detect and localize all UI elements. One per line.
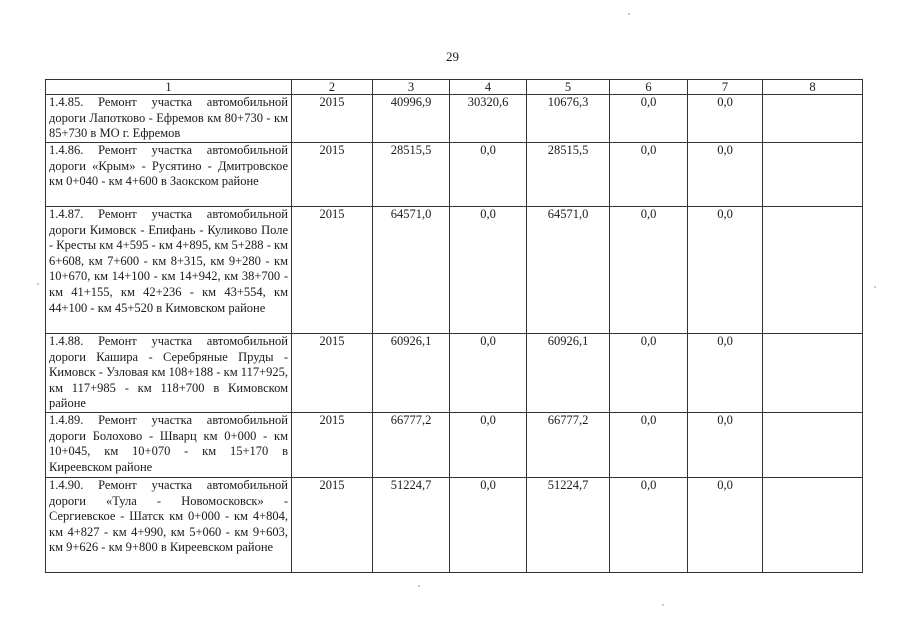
scan-speck — [662, 604, 664, 606]
column-header: 2 — [292, 80, 373, 95]
value-cell: 64571,0 — [527, 207, 610, 334]
empty-cell — [763, 207, 863, 334]
value-cell: 0,0 — [688, 207, 763, 334]
scan-speck — [628, 13, 630, 15]
year-cell: 2015 — [292, 477, 373, 572]
empty-cell — [763, 95, 863, 143]
value-cell: 0,0 — [610, 334, 688, 413]
value-cell: 0,0 — [688, 143, 763, 207]
budget-table — [45, 79, 863, 573]
year-cell: 2015 — [292, 412, 373, 477]
value-cell: 66777,2 — [527, 412, 610, 477]
value-cell: 40996,9 — [373, 95, 450, 143]
value-cell: 64571,0 — [373, 207, 450, 334]
value-cell: 0,0 — [688, 412, 763, 477]
road-repair-description: 1.4.85. Ремонт участка автомобильной дороги Лапотково - Ефремов км 80+730 - км 85+730 в МО г. Ефремов — [46, 95, 292, 143]
header-row — [46, 80, 863, 95]
empty-cell — [763, 412, 863, 477]
road-repair-description: 1.4.89. Ремонт участка автомобильной дороги Болохово - Шварц км 0+000 - км 10+045, км 10+070 - км 15+170 в Киреевском районе — [46, 412, 292, 477]
table-row — [46, 412, 863, 477]
value-cell: 0,0 — [688, 95, 763, 143]
value-cell: 0,0 — [450, 412, 527, 477]
year-cell: 2015 — [292, 207, 373, 334]
year-cell: 2015 — [292, 334, 373, 413]
value-cell: 0,0 — [610, 412, 688, 477]
table-row — [46, 334, 863, 413]
value-cell: 0,0 — [450, 334, 527, 413]
road-repair-description: 1.4.88. Ремонт участка автомобильной дороги Кашира - Серебряные Пруды - Кимовск - Узловая км 108+188 - км 117+925, км 117+985 - км 118+700 в Кимовском районе — [46, 334, 292, 413]
value-cell: 28515,5 — [527, 143, 610, 207]
empty-cell — [763, 143, 863, 207]
column-header: 8 — [763, 80, 863, 95]
column-header: 1 — [46, 80, 292, 95]
empty-cell — [763, 477, 863, 572]
table-row — [46, 207, 863, 334]
empty-cell — [763, 334, 863, 413]
value-cell: 60926,1 — [527, 334, 610, 413]
column-header: 7 — [688, 80, 763, 95]
scan-speck — [874, 286, 876, 288]
value-cell: 0,0 — [610, 207, 688, 334]
value-cell: 0,0 — [688, 477, 763, 572]
value-cell: 0,0 — [610, 95, 688, 143]
page-number: 29 — [446, 49, 459, 64]
year-cell: 2015 — [292, 143, 373, 207]
scan-speck — [418, 585, 420, 587]
value-cell: 0,0 — [450, 143, 527, 207]
scan-speck — [37, 283, 39, 285]
value-cell: 30320,6 — [450, 95, 527, 143]
value-cell: 66777,2 — [373, 412, 450, 477]
table-row — [46, 477, 863, 572]
column-header: 4 — [450, 80, 527, 95]
year-cell: 2015 — [292, 95, 373, 143]
value-cell: 0,0 — [450, 207, 527, 334]
road-repair-description: 1.4.90. Ремонт участка автомобильной дороги «Тула - Новомосковск» - Сергиевское - Шатск км 0+000 - км 4+804, км 4+827 - км 4+990, км 5+060 - км 9+603, км 9+626 - км 9+800 в Киреевском районе — [46, 477, 292, 572]
value-cell: 60926,1 — [373, 334, 450, 413]
value-cell: 51224,7 — [527, 477, 610, 572]
column-header: 6 — [610, 80, 688, 95]
column-header: 3 — [373, 80, 450, 95]
value-cell: 0,0 — [610, 143, 688, 207]
value-cell: 28515,5 — [373, 143, 450, 207]
value-cell: 10676,3 — [527, 95, 610, 143]
value-cell: 0,0 — [450, 477, 527, 572]
value-cell: 0,0 — [610, 477, 688, 572]
road-repair-description: 1.4.87. Ремонт участка автомобильной дороги Кимовск - Епифань - Куликово Поле - Кресты км 4+595 - км 4+895, км 5+288 - км 6+608, км 7+600 - км 8+315, км 9+280 - км 10+670, км 14+100 - км 14+942, км 38+700 - км 41+155, км 42+236 - км 43+554, км 44+100 - км 45+520 в Кимовском районе — [46, 207, 292, 334]
table-row — [46, 143, 863, 207]
value-cell: 51224,7 — [373, 477, 450, 572]
value-cell: 0,0 — [688, 334, 763, 413]
column-header: 5 — [527, 80, 610, 95]
table-row — [46, 95, 863, 143]
road-repair-description: 1.4.86. Ремонт участка автомобильной дороги «Крым» - Русятино - Дмитровское км 0+040 - км 4+600 в Заокском районе — [46, 143, 292, 207]
